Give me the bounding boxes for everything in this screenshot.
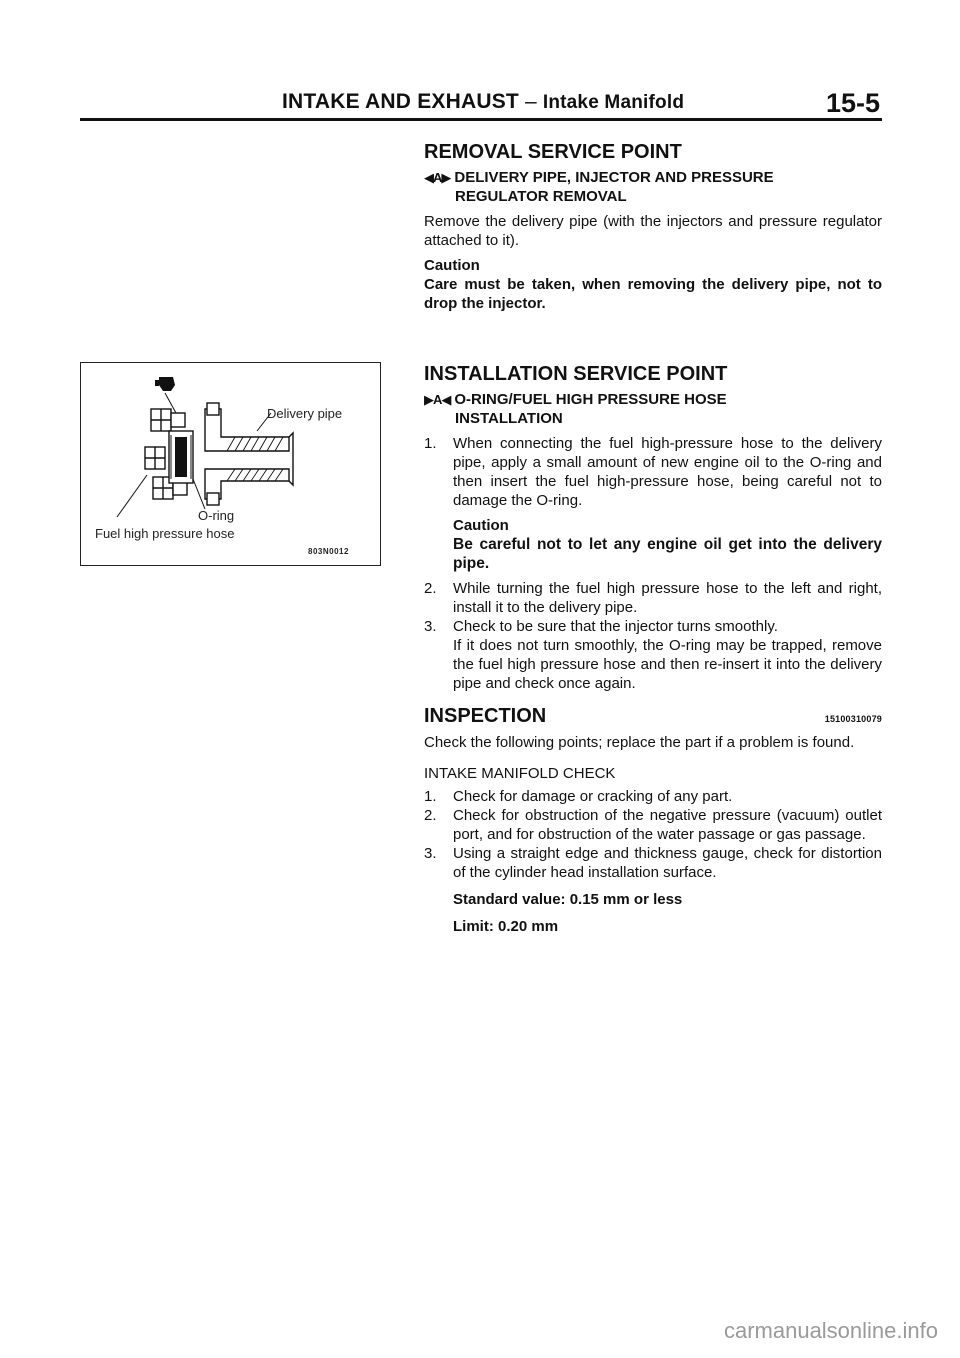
- injector-cap-icon: [155, 377, 175, 391]
- label-delivery-pipe: Delivery pipe: [267, 406, 343, 421]
- step3-note-text: If it does not turn smoothly, the O-ring may be trapped, remove the fuel high pressure hose and then re-insert it into the delivery pipe and check once again.: [453, 637, 882, 692]
- step-text: Check to be sure that the injector turns smoothly.: [453, 618, 778, 635]
- step-text: When connecting the fuel high-pressure hose to the delivery pipe, apply a small amount of new engine oil to the O-ring and then insert the fuel high-pressure hose, being careful not to damage the O-ring.: [453, 435, 882, 509]
- header-separator: –: [524, 90, 537, 113]
- inspection-step: [424, 787, 882, 806]
- installation-subheading-line1: O-RING/FUEL HIGH PRESSURE HOSE: [454, 391, 727, 408]
- removal-subheading-line2: REGULATOR REMOVAL: [455, 188, 627, 205]
- header-subtitle: Intake Manifold: [542, 92, 685, 113]
- removal-section: [424, 140, 882, 313]
- removal-subheading: [424, 168, 882, 206]
- label-fuel-hose: Fuel high pressure hose: [95, 526, 235, 541]
- removal-caution-label: Caution: [424, 257, 480, 274]
- removal-body: Remove the delivery pipe (with the injectors and pressure regulator attached to it).: [424, 213, 882, 249]
- installation-caution-label: Caution: [453, 517, 509, 534]
- inspection-step: [424, 806, 882, 844]
- step-text: While turning the fuel high pressure hose to the left and right, install it to the delivery pipe.: [453, 580, 882, 616]
- delivery-pipe-figure: [80, 362, 381, 566]
- page-number: 15-5: [825, 88, 880, 118]
- inspection-code: 15100310079: [824, 714, 882, 724]
- step-number: 2.: [424, 807, 437, 824]
- standard-value: Standard value: 0.15 mm or less: [453, 891, 683, 908]
- step-number: 1.: [424, 435, 437, 452]
- installation-heading: INSTALLATION SERVICE POINT: [424, 363, 728, 385]
- step-number: 2.: [424, 580, 437, 597]
- step-text: Using a straight edge and thickness gauge, check for distortion of the cylinder head installation surface.: [453, 845, 882, 881]
- installation-subheading: [424, 390, 882, 428]
- installation-section: [424, 362, 882, 693]
- removal-marker: ◀A▶: [424, 170, 451, 185]
- inspection-intro: Check the following points; replace the part if a problem is found.: [424, 734, 855, 751]
- inspection-subheading: [424, 764, 882, 783]
- watermark: carmanualsonline.info: [723, 1318, 938, 1343]
- installation-step: [424, 434, 882, 510]
- header-title: INTAKE AND EXHAUST: [282, 90, 519, 113]
- label-oring: O-ring: [198, 508, 235, 523]
- inspection-subheading-text: INTAKE MANIFOLD CHECK: [424, 765, 616, 782]
- step-number: 1.: [424, 788, 437, 805]
- inspection-heading-row: [424, 704, 882, 729]
- removal-caution-text: Care must be taken, when removing the delivery pipe, not to drop the injector.: [424, 276, 882, 312]
- limit-value: Limit: 0.20 mm: [453, 918, 559, 935]
- step-text: Check for obstruction of the negative pressure (vacuum) outlet port, and for obstruction of the water passage or gas passage.: [453, 807, 882, 843]
- installation-step3-note: [424, 636, 882, 693]
- header-rule: [80, 118, 882, 121]
- inspection-section: [424, 704, 882, 936]
- figure-code: 803N0012: [308, 547, 349, 556]
- step-number: 3.: [424, 618, 437, 635]
- installation-subheading-line2: INSTALLATION: [455, 410, 563, 427]
- step-text: Check for damage or cracking of any part.: [453, 788, 733, 805]
- step-number: 3.: [424, 845, 437, 862]
- inspection-step: [424, 844, 882, 882]
- installation-caution: [424, 516, 882, 573]
- section-title: [282, 90, 684, 114]
- installation-step: [424, 579, 882, 617]
- removal-subheading-line1: DELIVERY PIPE, INJECTOR AND PRESSURE: [454, 169, 774, 186]
- installation-caution-text: Be careful not to let any engine oil get into the delivery pipe.: [453, 536, 882, 572]
- injector-body: [169, 431, 193, 483]
- page-header: [80, 88, 882, 120]
- inspection-values: [424, 890, 882, 936]
- installation-step: [424, 617, 882, 636]
- inspection-heading: INSPECTION: [424, 705, 547, 727]
- removal-heading: REMOVAL SERVICE POINT: [424, 141, 682, 163]
- installation-marker: ▶A◀: [424, 392, 451, 407]
